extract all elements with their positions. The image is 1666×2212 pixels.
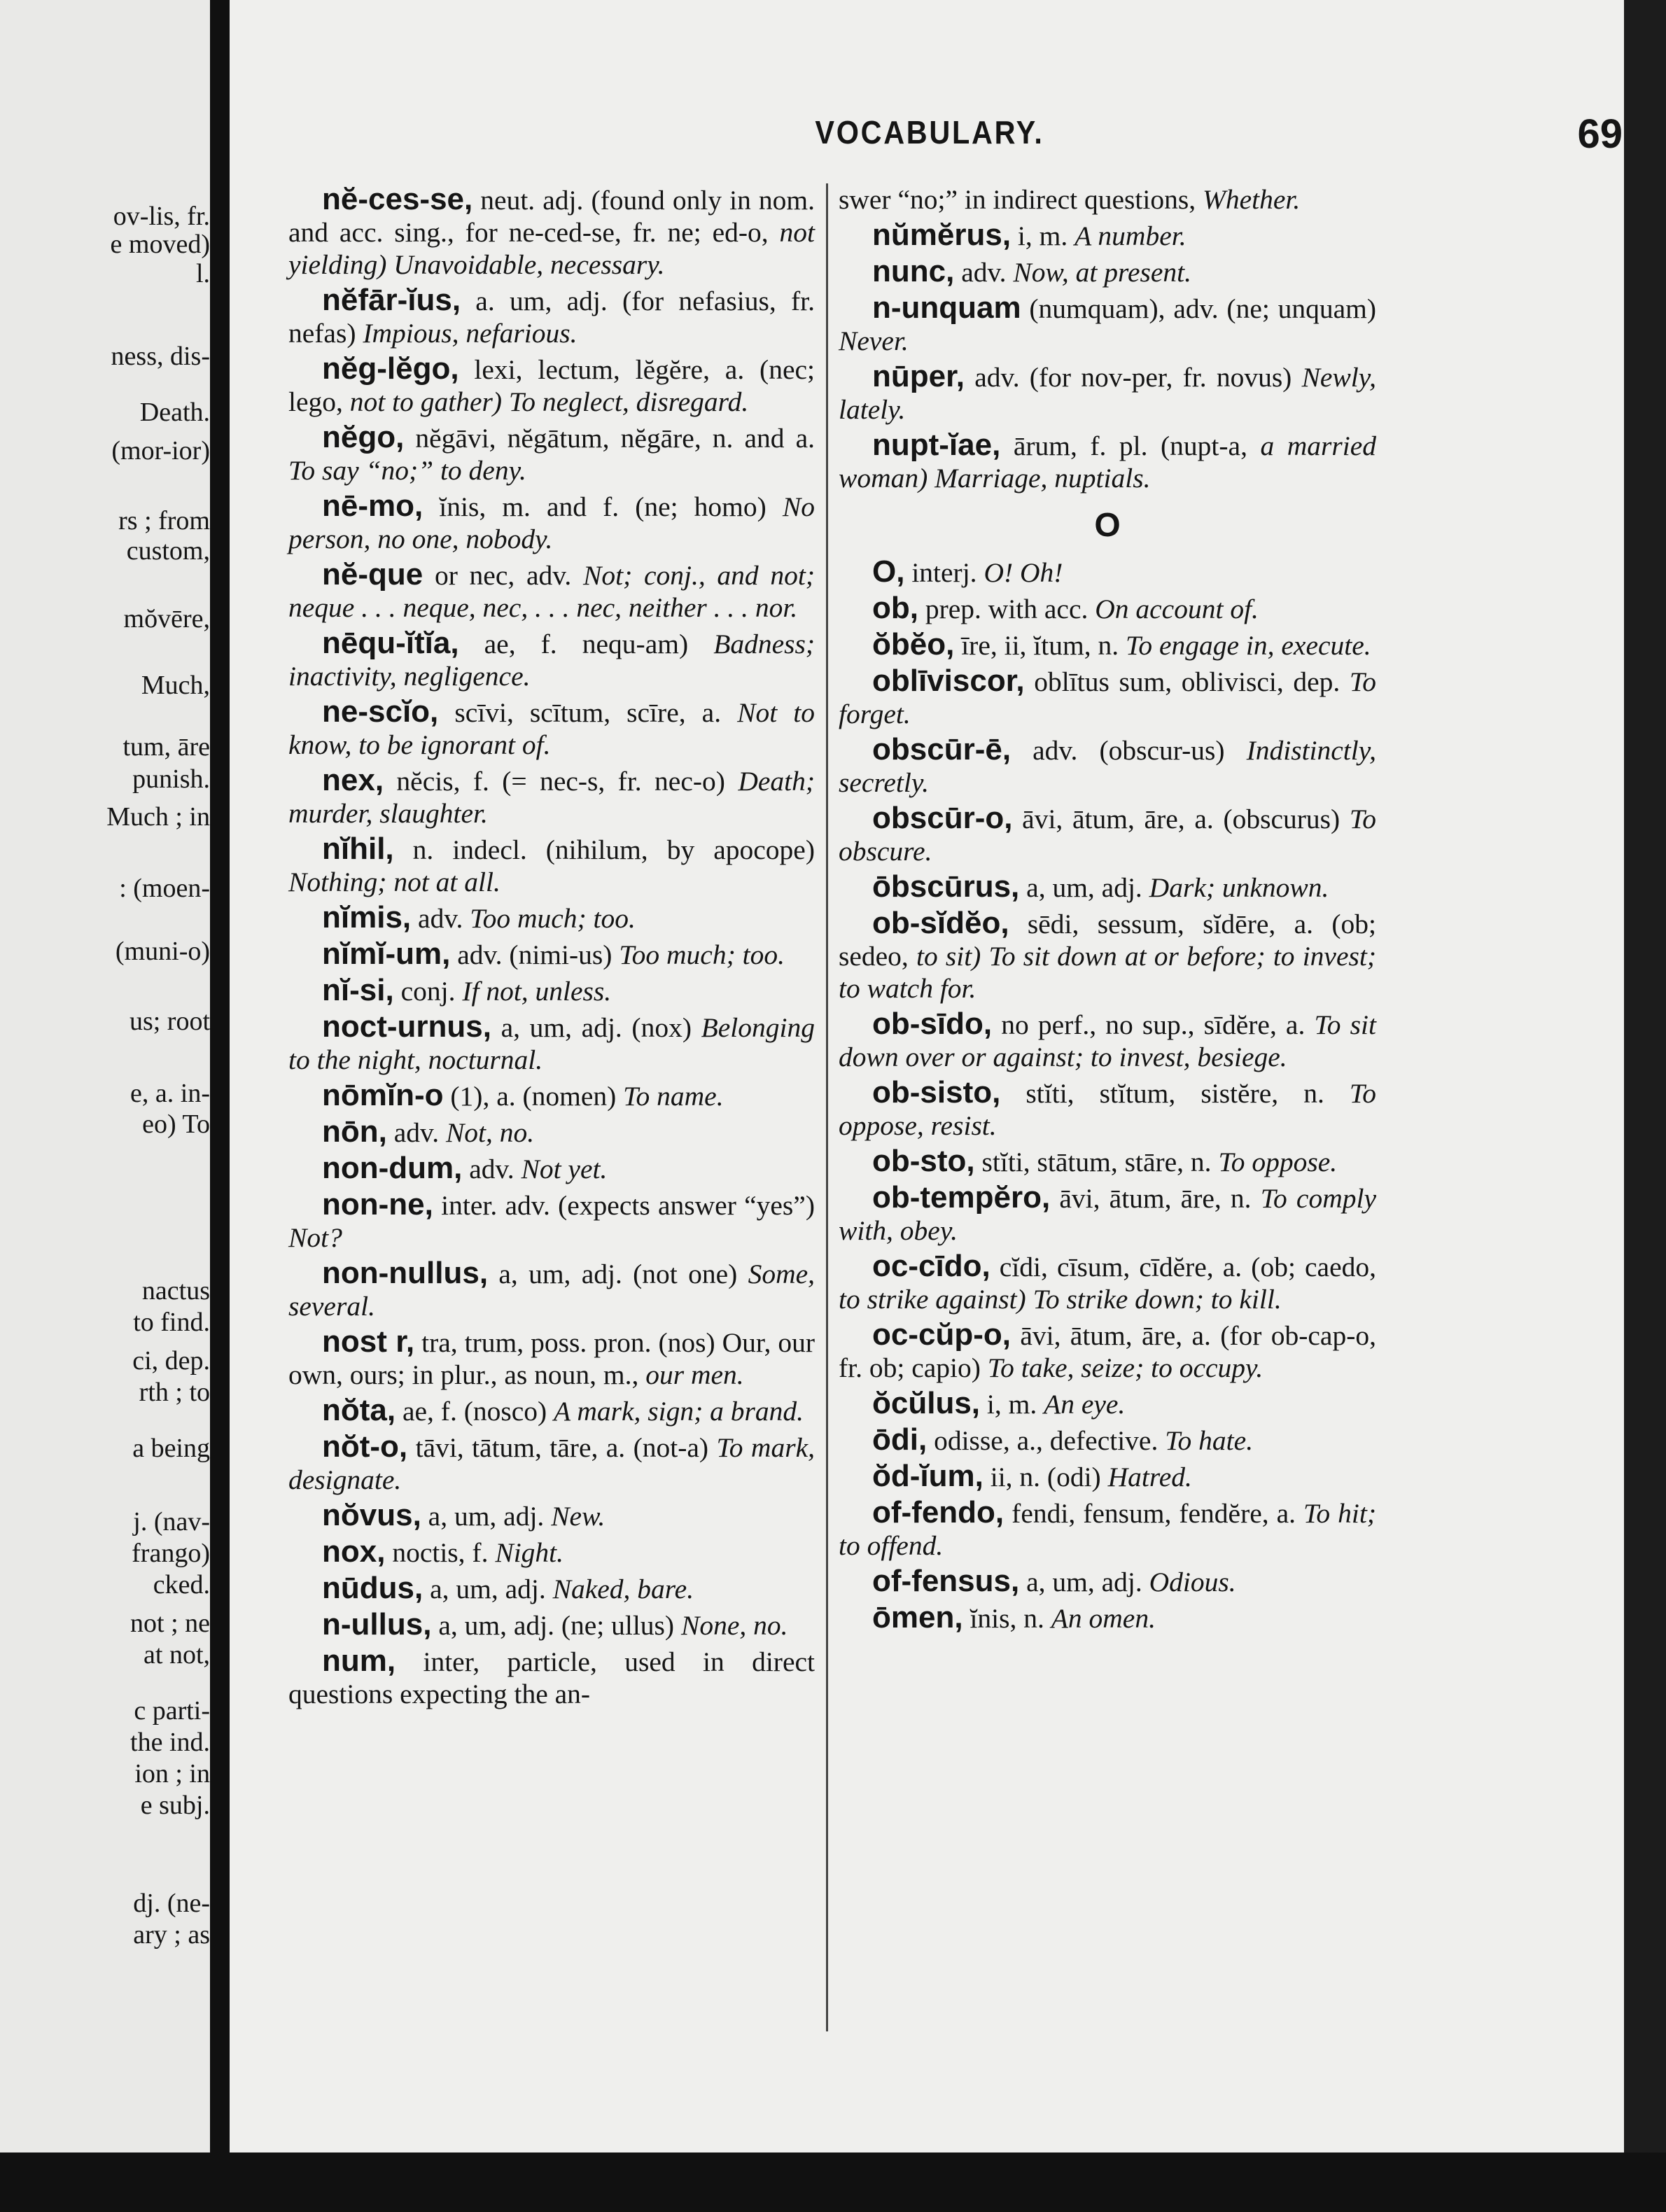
entry-grammar: ae, f. nequ-am) [458, 629, 714, 659]
entry-meaning: To say “no;” to deny. [288, 455, 526, 486]
left-page-text: Much ; in [106, 802, 210, 832]
entry-grammar: conj. [393, 976, 463, 1007]
headword: obscūr-ē, [872, 732, 1011, 766]
entry-meaning: To name. [623, 1081, 724, 1112]
dictionary-entry [288, 974, 815, 1007]
headword: nox, [322, 1534, 386, 1569]
entry-grammar: lexi, lectum, lĕgĕre, a. (nec; lego, [288, 354, 815, 417]
entry-meaning: To hit; to offend. [839, 1498, 1376, 1561]
entry-meaning: Never. [839, 326, 909, 356]
headword: nŏvus, [322, 1498, 421, 1532]
left-page-text: mŏvēre, [123, 604, 210, 634]
headword: nĕ-que [322, 557, 424, 592]
dictionary-entry [288, 1499, 815, 1532]
dictionary-entry [288, 1326, 815, 1391]
entry-meaning: O! Oh! [983, 557, 1063, 588]
headword: nōmĭn-o [322, 1078, 444, 1112]
entry-meaning: To obscure. [839, 804, 1376, 867]
dictionary-entry [288, 1257, 815, 1322]
left-page-text: to find. [133, 1308, 210, 1337]
entry-grammar: tra, trum, poss. pron. (nos) Our, our own, ours; in plur., as noun, m., [288, 1327, 815, 1390]
entry-grammar: adv. [386, 1117, 446, 1148]
entry-meaning: Not to know, to be ignorant of. [288, 697, 816, 760]
entry-meaning: not yielding) Unavoidable, necessary. [288, 217, 815, 280]
headword: non-ne, [322, 1187, 433, 1222]
left-page-text: a being [132, 1434, 210, 1463]
entry-grammar: sēdi, sessum, sĭdēre, a. (ob; sedeo, [839, 909, 1376, 972]
entry-grammar: swer “no;” in indirect questions, [839, 184, 1203, 215]
dictionary-entry [288, 1536, 815, 1569]
headword: nŏt-o, [322, 1429, 408, 1464]
entry-grammar: neut. adj. (found only in nom. and acc. sing., for ne-ced-se, fr. ne; ed-o, [288, 185, 815, 248]
dictionary-entry [839, 1565, 1376, 1598]
left-page-text: ness, dis- [111, 342, 210, 371]
entry-meaning: a married woman) Marriage, nuptials. [839, 430, 1376, 493]
dictionary-entry [839, 734, 1376, 799]
dictionary-entry [839, 360, 1376, 426]
entry-grammar: odisse, a., defective. [927, 1425, 1166, 1456]
dictionary-entry [288, 353, 815, 418]
dictionary-entry [288, 1572, 815, 1605]
entry-meaning: To mark, designate. [288, 1432, 815, 1495]
entry-meaning: Some, several. [288, 1259, 815, 1322]
entry-grammar: no perf., no sup., sīdĕre, a. [992, 1009, 1315, 1040]
headword: ob-sto, [872, 1144, 975, 1178]
headword: nupt-ĭae, [872, 428, 1001, 462]
headword: nex, [322, 763, 384, 797]
entry-meaning: To engage in, execute. [1126, 630, 1371, 661]
entry-grammar: īre, ii, ĭtum, n. [954, 630, 1126, 661]
entry-meaning: To sit down over or against; to invest, besiege. [839, 1009, 1376, 1072]
headword: ŏbĕo, [872, 627, 955, 662]
dictionary-entry [839, 556, 1376, 589]
entry-meaning: A number. [1074, 220, 1186, 251]
entry-grammar: noctis, f. [385, 1537, 496, 1568]
entry-meaning: Nothing; not at all. [288, 867, 500, 897]
entry-meaning: Not, no. [445, 1117, 535, 1148]
headword: nūper, [872, 359, 965, 393]
left-page-text: punish. [132, 764, 210, 794]
dictionary-entry [839, 1319, 1376, 1384]
dictionary-entry [288, 1431, 815, 1496]
dictionary-entry [839, 665, 1376, 730]
headword: nĕ-ces-se, [322, 182, 473, 216]
headword: nĕfār-ĭus, [322, 283, 461, 317]
dictionary-entry [288, 490, 815, 555]
entry-grammar: fendi, fensum, fendĕre, a. [1004, 1498, 1304, 1529]
entry-grammar: a, um, adj. [423, 1574, 553, 1604]
left-page-text: c parti- [134, 1696, 210, 1726]
dictionary-entry [839, 1497, 1376, 1562]
headword: n-ullus, [322, 1607, 432, 1642]
headword: nōn, [322, 1114, 387, 1149]
headword: oc-cŭp-o, [872, 1317, 1011, 1352]
dictionary-entry [288, 833, 815, 898]
headword: ob-sisto, [872, 1075, 1001, 1110]
left-page-text: dj. (ne- [133, 1889, 210, 1918]
entry-continuation [839, 183, 1376, 216]
entry-meaning: our men. [645, 1359, 744, 1390]
entry-meaning: On account of. [1095, 594, 1259, 624]
entry-grammar: stĭti, stātum, stāre, n. [974, 1147, 1219, 1177]
entry-meaning: Not; conj., and not; neque . . . neque, nec, . . . nec, neither . . . nor. [288, 560, 816, 623]
left-page-fragment [0, 0, 210, 2212]
dictionary-entry [839, 1460, 1376, 1493]
headword: ne-scĭo, [322, 694, 439, 729]
headword: non-nullus, [322, 1256, 489, 1290]
headword: ōmen, [872, 1600, 963, 1634]
right-column [839, 183, 1376, 1638]
entry-meaning: To oppose, resist. [839, 1078, 1376, 1141]
dictionary-entry [839, 802, 1376, 867]
dictionary-entry [839, 871, 1376, 904]
dictionary-entry [839, 1250, 1376, 1315]
entry-meaning: to strike against) To strike down; to kill. [839, 1284, 1282, 1315]
left-page-text: tum, āre [122, 732, 210, 762]
left-page-text: not ; ne [130, 1609, 210, 1638]
dictionary-entry [288, 902, 815, 934]
entry-meaning: An eye. [1044, 1389, 1126, 1420]
entry-grammar: prep. with acc. [918, 594, 1096, 624]
entry-grammar: āvi, ātum, āre, a. (for ob-cap-o, fr. ob; capio) [839, 1320, 1376, 1383]
entry-grammar: n. indecl. (nihilum, by apocope) [393, 834, 815, 865]
left-page-text: rth ; to [139, 1378, 210, 1407]
headword: noct-urnus, [322, 1009, 491, 1044]
dictionary-entry [839, 1145, 1376, 1178]
left-page-text: e, a. in- [130, 1079, 210, 1108]
headword: nĕgo, [322, 420, 405, 454]
entry-meaning: Whether. [1202, 184, 1301, 215]
entry-grammar: adv. [954, 257, 1014, 288]
headword: ob-sĭdĕo, [872, 906, 1009, 940]
headword: of-fensus, [872, 1564, 1020, 1598]
entry-meaning: None, no. [680, 1610, 788, 1641]
entry-grammar: interj. [904, 557, 984, 588]
entry-grammar: nĕcis, f. (= nec-s, fr. nec-o) [384, 766, 738, 797]
dictionary-entry [288, 559, 815, 624]
dictionary-entry [288, 1152, 815, 1185]
dictionary-entry [288, 284, 815, 349]
dictionary-entry [288, 1189, 815, 1254]
entry-meaning: A mark, sign; a brand. [554, 1396, 804, 1427]
entry-grammar: adv. (obscur-us) [1011, 735, 1247, 766]
running-title: VOCABULARY. [815, 114, 1044, 150]
headword: ob, [872, 591, 918, 625]
entry-grammar: (1), a. (nomen) [443, 1081, 624, 1112]
entry-grammar: cĭdi, cīsum, cīdĕre, a. (ob; caedo, [990, 1252, 1376, 1282]
headword: nŭmĕrus, [872, 218, 1011, 252]
entry-grammar: a, um, adj. (nox) [491, 1012, 701, 1043]
left-page-text: custom, [126, 536, 210, 566]
left-page-text: (mor-ior) [111, 436, 210, 465]
left-page-text: e moved) [110, 230, 210, 259]
left-page-text: cked. [153, 1570, 210, 1600]
entry-grammar: ae, f. (nosco) [396, 1396, 554, 1427]
headword: of-fendo, [872, 1495, 1004, 1530]
entry-grammar: a, um, adj. (ne; ullus) [431, 1610, 681, 1641]
entry-grammar: a, um, adj. [1019, 1567, 1149, 1597]
entry-grammar: i, m. [1011, 220, 1075, 251]
headword: non-dum, [322, 1151, 463, 1185]
dictionary-entry [839, 1424, 1376, 1457]
left-page-text: : (moen- [119, 874, 210, 903]
entry-meaning: Indistinctly, secretly. [839, 735, 1376, 798]
dictionary-entry [288, 696, 815, 761]
left-page-text: the ind. [130, 1728, 210, 1757]
headword: nŏta, [322, 1393, 396, 1427]
entry-grammar: a, um, adj. [1019, 872, 1149, 903]
headword: ŏd-ĭum, [872, 1459, 983, 1493]
entry-meaning: Too much; too. [619, 939, 785, 970]
entry-meaning: Death; murder, slaughter. [288, 766, 815, 829]
entry-grammar: āvi, ātum, āre, a. (obscurus) [1012, 804, 1350, 834]
dictionary-entry [839, 1387, 1376, 1420]
headword: nē-mo, [322, 489, 424, 523]
entry-meaning: An omen. [1051, 1603, 1156, 1634]
entry-grammar: ĭnis, m. and f. (ne; homo) [423, 491, 783, 522]
entry-grammar: ii, n. (odi) [983, 1462, 1108, 1492]
headword: obscūr-o, [872, 801, 1013, 835]
entry-grammar: adv. (for nov-per, fr. novus) [965, 362, 1302, 393]
entry-grammar: nĕgāvi, nĕgātum, nĕgāre, n. and a. [404, 423, 815, 454]
entry-meaning: Not yet. [521, 1154, 608, 1184]
left-page-text: ci, dep. [132, 1346, 210, 1376]
dictionary-entry [839, 429, 1376, 494]
entry-grammar: a, um, adj. [421, 1501, 552, 1532]
headword: O, [872, 554, 905, 589]
entry-grammar: oblītus sum, oblivisci, dep. [1024, 666, 1350, 697]
headword: ŏcŭlus, [872, 1386, 981, 1420]
dictionary-entry [288, 1645, 815, 1710]
left-page-text: (muni-o) [115, 937, 210, 966]
left-page-text: l. [195, 259, 210, 288]
page-edge [1624, 0, 1666, 2212]
scan-border [0, 2152, 1666, 2212]
headword: nĭmis, [322, 900, 412, 934]
dictionary-entry [288, 627, 815, 692]
dictionary-entry [839, 907, 1376, 1004]
entry-meaning: If not, unless. [462, 976, 612, 1007]
headword: nĭ-si, [322, 973, 394, 1007]
entry-meaning: Belonging to the night, nocturnal. [288, 1012, 815, 1075]
left-page-text: frango) [132, 1539, 210, 1568]
headword: n-unquam [872, 290, 1021, 325]
headword: nunc, [872, 254, 955, 288]
dictionary-entry [288, 421, 815, 486]
entry-grammar: a. um, adj. (for nefasius, fr. nefas) [288, 286, 815, 349]
dictionary-entry [288, 1394, 815, 1427]
page-number: 69 [1577, 111, 1623, 157]
headword: oblīviscor, [872, 664, 1025, 698]
dictionary-entry [288, 938, 815, 971]
entry-grammar: a, um, adj. (not one) [488, 1259, 748, 1289]
entry-grammar: inter. adv. (expects answer “yes”) [433, 1190, 815, 1221]
entry-meaning: Newly, lately. [839, 362, 1376, 425]
entry-meaning: Impious, nefarious. [363, 318, 578, 349]
entry-meaning: Night. [495, 1537, 564, 1568]
left-page-text: Much, [141, 671, 210, 700]
left-page-text: ion ; in [134, 1759, 210, 1788]
entry-grammar: ārum, f. pl. (nupt-a, [1000, 430, 1261, 461]
entry-meaning: To hate. [1165, 1425, 1254, 1456]
dictionary-entry [839, 592, 1376, 625]
headword: nēqu-ĭtĭa, [322, 626, 459, 660]
left-page-text: ov-lis, fr. [113, 202, 210, 231]
dictionary-entry [288, 1011, 815, 1076]
headword: oc-cīdo, [872, 1249, 990, 1283]
left-page-text: eo) To [142, 1110, 210, 1139]
entry-grammar: scīvi, scītum, scīre, a. [438, 697, 738, 728]
entry-grammar: i, m. [980, 1389, 1044, 1420]
dictionary-entry [839, 1182, 1376, 1247]
dictionary-entry [288, 1079, 815, 1112]
dictionary-entry [839, 629, 1376, 662]
entry-meaning: to sit) To sit down at or before; to invest; to watch for. [839, 941, 1376, 1004]
headword: ōbscūrus, [872, 869, 1020, 904]
headword: nĕg-lĕgo, [322, 351, 459, 386]
left-column [288, 183, 815, 1714]
entry-grammar: inter, particle, used in direct questions expecting the an- [288, 1646, 815, 1709]
headword: ōdi, [872, 1422, 927, 1457]
headword: ob-tempĕro, [872, 1180, 1051, 1214]
left-page-text: ary ; as [133, 1920, 210, 1949]
headword: nĭmĭ-um, [322, 937, 451, 971]
entry-grammar: ĭnis, n. [962, 1603, 1051, 1634]
entry-meaning: To forget. [839, 666, 1376, 729]
headword: ob-sīdo, [872, 1007, 993, 1041]
entry-grammar: adv. [411, 903, 470, 934]
dictionary-entry [839, 1602, 1376, 1634]
dictionary-entry [839, 255, 1376, 288]
column-rule [826, 183, 828, 2031]
dictionary-entry [288, 764, 815, 830]
book-gutter [210, 0, 230, 2212]
entry-meaning: To oppose. [1218, 1147, 1338, 1177]
left-page-text: e subj. [140, 1791, 210, 1820]
headword: nost r, [322, 1324, 415, 1359]
entry-grammar: stĭti, stĭtum, sistĕre, n. [1000, 1078, 1350, 1109]
entry-meaning: Now, at present. [1013, 257, 1191, 288]
section-letter: O [1094, 507, 1121, 544]
dictionary-entry [839, 1077, 1376, 1142]
dictionary-entry [288, 1116, 815, 1149]
entry-grammar: āvi, ātum, āre, n. [1050, 1183, 1261, 1214]
headword: nĭhil, [322, 832, 394, 866]
dictionary-entry [288, 183, 815, 281]
left-page-text: nactus [141, 1276, 210, 1306]
left-page-text: us; root [129, 1007, 210, 1036]
entry-grammar: (numquam), adv. (ne; unquam) [1021, 293, 1376, 324]
entry-grammar: tāvi, tātum, tāre, a. (not-a) [407, 1432, 717, 1463]
headword: num, [322, 1644, 396, 1678]
entry-grammar: or nec, adv. [423, 560, 584, 591]
entry-meaning: Naked, bare. [552, 1574, 694, 1604]
entry-meaning: Dark; unknown. [1149, 872, 1329, 903]
left-page-text: rs ; from [118, 506, 210, 536]
entry-meaning: Hatred. [1107, 1462, 1192, 1492]
headword: nūdus, [322, 1571, 424, 1605]
entry-meaning: Too much; too. [470, 903, 636, 934]
entry-meaning: No person, no one, nobody. [288, 491, 815, 554]
dictionary-entry [839, 1008, 1376, 1073]
left-page-text: j. (nav- [133, 1507, 210, 1536]
entry-meaning: To take, seize; to occupy. [987, 1352, 1264, 1383]
dictionary-entry [839, 292, 1376, 357]
entry-grammar: adv. [462, 1154, 522, 1184]
entry-meaning: Odious. [1149, 1567, 1236, 1597]
dictionary-entry [288, 1609, 815, 1642]
entry-grammar: adv. (nimi-us) [450, 939, 620, 970]
vocabulary-page [230, 0, 1624, 2212]
entry-meaning: Badness; inactivity, negligence. [288, 629, 815, 692]
entry-meaning: not to gather) To neglect, disregard. [349, 386, 749, 417]
left-page-text: at not, [144, 1640, 210, 1670]
entry-meaning: New. [551, 1501, 606, 1532]
entry-meaning: Not? [288, 1222, 342, 1253]
left-page-text: Death. [139, 398, 210, 427]
entry-meaning: To comply with, obey. [839, 1183, 1376, 1246]
dictionary-entry [839, 219, 1376, 252]
